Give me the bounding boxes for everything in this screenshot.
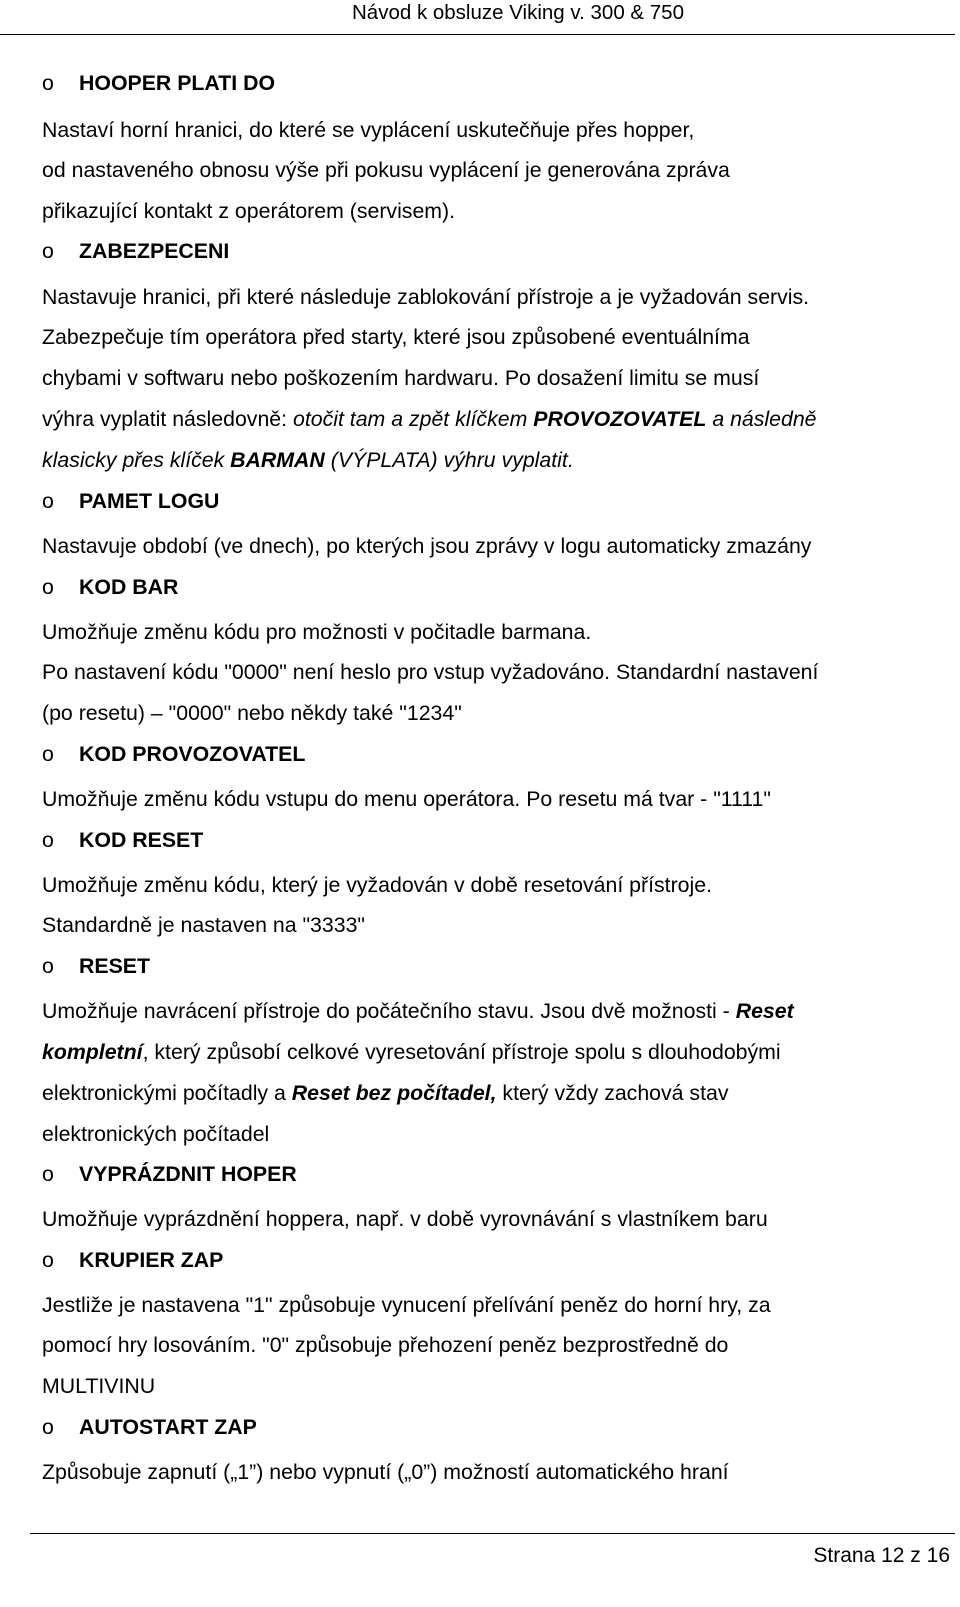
bold-italic-run: Reset bez počítadel,	[291, 1081, 497, 1105]
paragraph-line: Nastavuje období (ve dnech), po kterých jsou zprávy v logu automaticky zmazány	[42, 534, 812, 558]
text-run: , který způsobí celkové vyresetování přístroje spolu s dlouhodobými	[142, 1040, 781, 1064]
paragraph-line: elektronických počítadel	[42, 1122, 270, 1146]
paragraph-line: (po resetu) – "0000" nebo někdy také "1234"	[42, 701, 462, 725]
bullet: o	[42, 1415, 54, 1439]
paragraph-line: přikazující kontakt z operátorem (servisem).	[42, 199, 456, 223]
footer-rule	[30, 1533, 955, 1534]
bold-italic-run: BARMAN	[230, 448, 325, 472]
paragraph-line	[42, 997, 794, 1025]
paragraph-line	[42, 405, 817, 433]
heading-text: VYPRÁZDNIT HOPER	[79, 1162, 297, 1186]
heading-kod-provozovatel	[42, 740, 305, 768]
heading-vyprazdnit-hoper	[42, 1160, 297, 1188]
text-run: elektronickými počítadly a	[42, 1081, 292, 1105]
heading-text: PAMET LOGU	[79, 489, 220, 513]
bullet: o	[42, 71, 54, 95]
italic-run: klasicky přes klíček	[42, 448, 231, 472]
text-run: Umožňuje navrácení přístroje do počátečního stavu. Jsou dvě možnosti -	[42, 999, 736, 1023]
italic-run: (VÝPLATA) výhru vyplatit.	[324, 448, 574, 472]
paragraph-line: Nastavuje hranici, při které následuje zablokování přístroje a je vyžadován servis.	[42, 285, 810, 309]
paragraph-line: od nastaveného obnosu výše při pokusu vyplácení je generována zpráva	[42, 158, 730, 182]
bullet: o	[42, 1162, 54, 1186]
heading-pamet-logu	[42, 487, 219, 515]
paragraph-line: Umožňuje změnu kódu, který je vyžadován v době resetování přístroje.	[42, 873, 713, 897]
paragraph-line: chybami v softwaru nebo poškozením hardwaru. Po dosažení limitu se musí	[42, 366, 760, 390]
paragraph-line: Způsobuje zapnutí („1”) nebo vypnutí („0”) možností automatického hraní	[42, 1460, 729, 1484]
heading-autostart-zap	[42, 1413, 257, 1441]
paragraph-line	[42, 1038, 781, 1066]
italic-run: a následně	[706, 407, 817, 431]
heading-kod-reset	[42, 826, 203, 854]
italic-run: otočit tam a zpět klíčkem	[292, 407, 534, 431]
heading-text: AUTOSTART ZAP	[79, 1415, 257, 1439]
bullet: o	[42, 828, 54, 852]
bullet: o	[42, 239, 54, 263]
bullet: o	[42, 1248, 54, 1272]
heading-text: HOOPER PLATI DO	[79, 71, 276, 95]
heading-text: KOD PROVOZOVATEL	[79, 742, 306, 766]
bold-italic-run: kompletní	[42, 1040, 143, 1064]
paragraph-line: Zabezpečuje tím operátora před starty, které jsou způsobené eventuálníma	[42, 325, 750, 349]
page-number: Strana 12 z 16	[813, 1544, 950, 1567]
paragraph-line: Jestliže je nastavena "1" způsobuje vynucení přelívání peněz do horní hry, za	[42, 1293, 771, 1317]
paragraph-line: Po nastavení kódu "0000" není heslo pro vstup vyžadováno. Standardní nastavení	[42, 660, 819, 684]
paragraph-line	[42, 1079, 729, 1107]
paragraph-line: Nastaví horní hranici, do které se vyplácení uskutečňuje přes hopper,	[42, 118, 695, 142]
paragraph-line: Umožňuje vyprázdnění hoppera, např. v době vyrovnávání s vlastníkem baru	[42, 1207, 768, 1231]
heading-text: ZABEZPECENI	[79, 239, 230, 263]
bullet: o	[42, 742, 54, 766]
paragraph-line: pomocí hry losováním. "0" způsobuje přehození peněz bezprostředně do	[42, 1333, 729, 1357]
bullet: o	[42, 489, 54, 513]
bullet: o	[42, 575, 54, 599]
heading-zabezpeceni	[42, 237, 229, 265]
heading-reset	[42, 952, 150, 980]
heading-hooper	[42, 69, 275, 97]
paragraph-line: MULTIVINU	[42, 1374, 156, 1398]
heading-text: KOD BAR	[79, 575, 179, 599]
bold-italic-run: Reset	[735, 999, 794, 1023]
paragraph-line: Standardně je nastaven na "3333"	[42, 913, 365, 937]
heading-text: KRUPIER ZAP	[79, 1248, 224, 1272]
header-title: Návod k obsluze Viking v. 300 & 750	[351, 1, 684, 24]
heading-text: RESET	[79, 954, 151, 978]
heading-kod-bar	[42, 573, 178, 601]
bold-italic-run: PROVOZOVATEL	[533, 407, 707, 431]
paragraph-line	[42, 446, 574, 474]
heading-text: KOD RESET	[79, 828, 204, 852]
heading-krupier-zap	[42, 1246, 223, 1274]
paragraph-line: Umožňuje změnu kódu pro možnosti v počitadle barmana.	[42, 620, 592, 644]
paragraph-line: Umožňuje změnu kódu vstupu do menu operátora. Po resetu má tvar - "1111"	[42, 787, 771, 811]
bullet: o	[42, 954, 54, 978]
text-run: výhra vyplatit následovně:	[42, 407, 293, 431]
text-run: který vždy zachová stav	[496, 1081, 729, 1105]
